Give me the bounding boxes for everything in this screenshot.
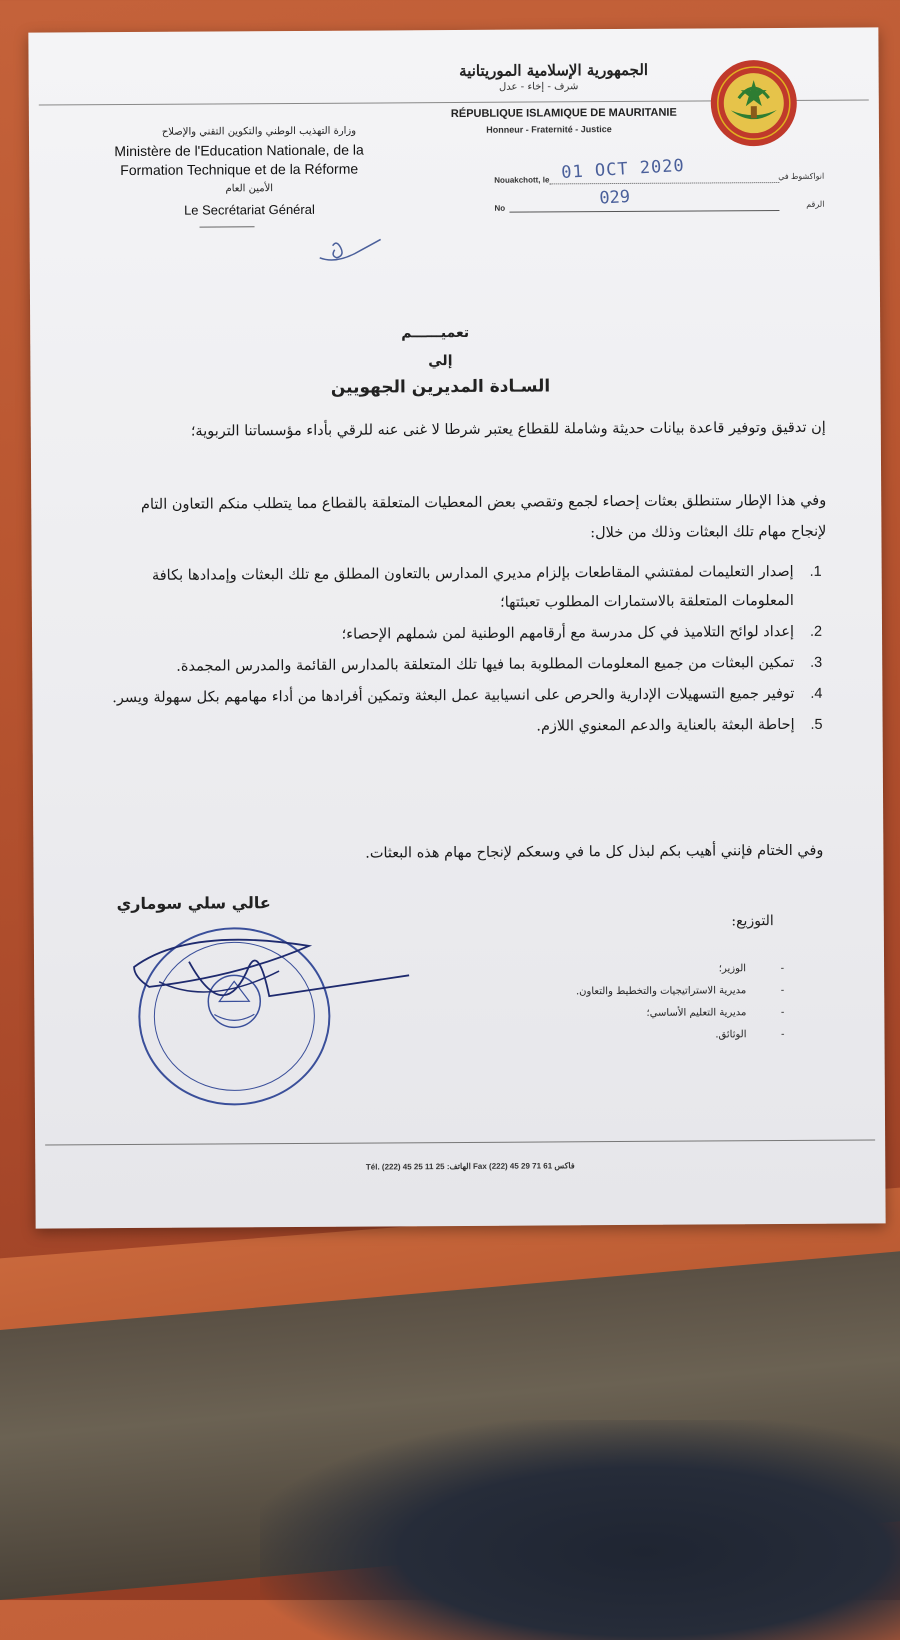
- motto-fr: Honneur - Fraternité - Justice: [486, 124, 612, 135]
- handwritten-mark-icon: [315, 235, 385, 265]
- instructions-list: [107, 558, 823, 746]
- official-stamp-signature-icon: [129, 905, 420, 1112]
- date-label-ar: انواكشوط في: [778, 171, 825, 182]
- distribution-list: [474, 958, 785, 1048]
- national-emblem-icon: [709, 58, 800, 149]
- distribution-title: التوزيع:: [731, 913, 774, 930]
- addressee: السـادة المديرين الجهويين: [330, 376, 551, 398]
- paragraph-2: وفي هذا الإطار ستنطلق بعثات إحصاء لجمع وتقصي بعض المعطيات المتعلقة بالقطاع مما يتطلب منكم التعاون التام لإنجاح مهام تلك البعثات وذلك من خلال:: [140, 492, 827, 542]
- paragraph-1: إن تدقيق وتوفير قاعدة بيانات حديثة وشاملة للقطاع يعتبر شرطا لا غنى عنه للرقي بأداء مؤسساتنا التربوية؛: [190, 419, 826, 440]
- list-item: 1. إصدار التعليمات لمفتشي المقاطعات بإلزام مديري المدارس بالتعاون المطلق مع تلك البعثات وإمدادها بكافة المعلومات المتعلقة بالاستمارات المطلوب تعبئتها؛: [151, 563, 822, 611]
- number-line: [509, 210, 779, 213]
- secretariat-fr: Le Secrétariat Général: [183, 201, 315, 218]
- addressee-prefix: إلي: [428, 353, 453, 370]
- secretariat-rule: [200, 226, 255, 227]
- reference-number: 029: [598, 186, 631, 209]
- distribution-item: - مديرية التعليم الأساسي؛: [646, 1007, 785, 1019]
- distribution-item: - الوزير؛: [718, 963, 785, 975]
- ministry-name-fr: Ministère de l'Education Nationale, de la Formation Technique et de la Réforme: [114, 141, 364, 179]
- motto-ar: شرف - إخاء - عدل: [498, 81, 579, 93]
- list-item: 5. إحاطة البعثة بالعناية والدعم المعنوي اللازم.: [536, 716, 823, 735]
- distribution-item: - الوثائق.: [715, 1029, 785, 1041]
- secretariat-ar: الأمين العام: [225, 183, 274, 195]
- date-line: [549, 182, 779, 184]
- document-page: [28, 27, 885, 1228]
- date-label-fr: Nouakchott, le: [494, 175, 550, 185]
- signatory-name: عالي سلي سوماري: [116, 893, 271, 914]
- footer-contact: Tél. (222) 45 25 11 25 :الهاتف Fax (222) 45 29 71 61 فاكس: [365, 1161, 575, 1172]
- footer-rule: [45, 1139, 875, 1145]
- list-item: 2. إعداد لوائح التلاميذ في كل مدرسة مع أرقامهم الوطنية لمن شملهم الإحصاء؛: [341, 623, 823, 643]
- closing-paragraph: وفي الختام فإنني أهيب بكم لبذل كل ما في وسعكم لإنجاح مهام هذه البعثات.: [365, 842, 824, 862]
- distribution-item: - مديرية الاستراتيجيات والتخطيط والتعاون.: [575, 985, 785, 998]
- number-label-ar: الرقم: [806, 199, 825, 209]
- number-label-fr: No: [494, 203, 506, 213]
- date-stamp: 01 OCT 2020: [560, 155, 686, 184]
- list-item: 3. تمكين البعثات من جميع المعلومات المطلوبة بما فيها تلك المتعلقة بالمدارس القائمة والمدرس المجمدة.: [176, 654, 823, 675]
- republic-name-ar: الجمهورية الإسلامية الموريتانية: [459, 60, 649, 80]
- document-type: تعميــــــم: [401, 324, 470, 342]
- republic-name-fr: RÉPUBLIQUE ISLAMIQUE DE MAURITANIE: [450, 106, 677, 121]
- ministry-name-ar: وزارة التهذيب الوطني والتكوين التقني والإصلاح: [161, 125, 357, 138]
- list-item: 4. توفير جميع التسهيلات الإدارية والحرص على انسيابية عمل البعثة وتمكين أفرادها من أداء مهامهم بكل سهولة ويسر.: [112, 685, 823, 707]
- shadow: [260, 1420, 900, 1640]
